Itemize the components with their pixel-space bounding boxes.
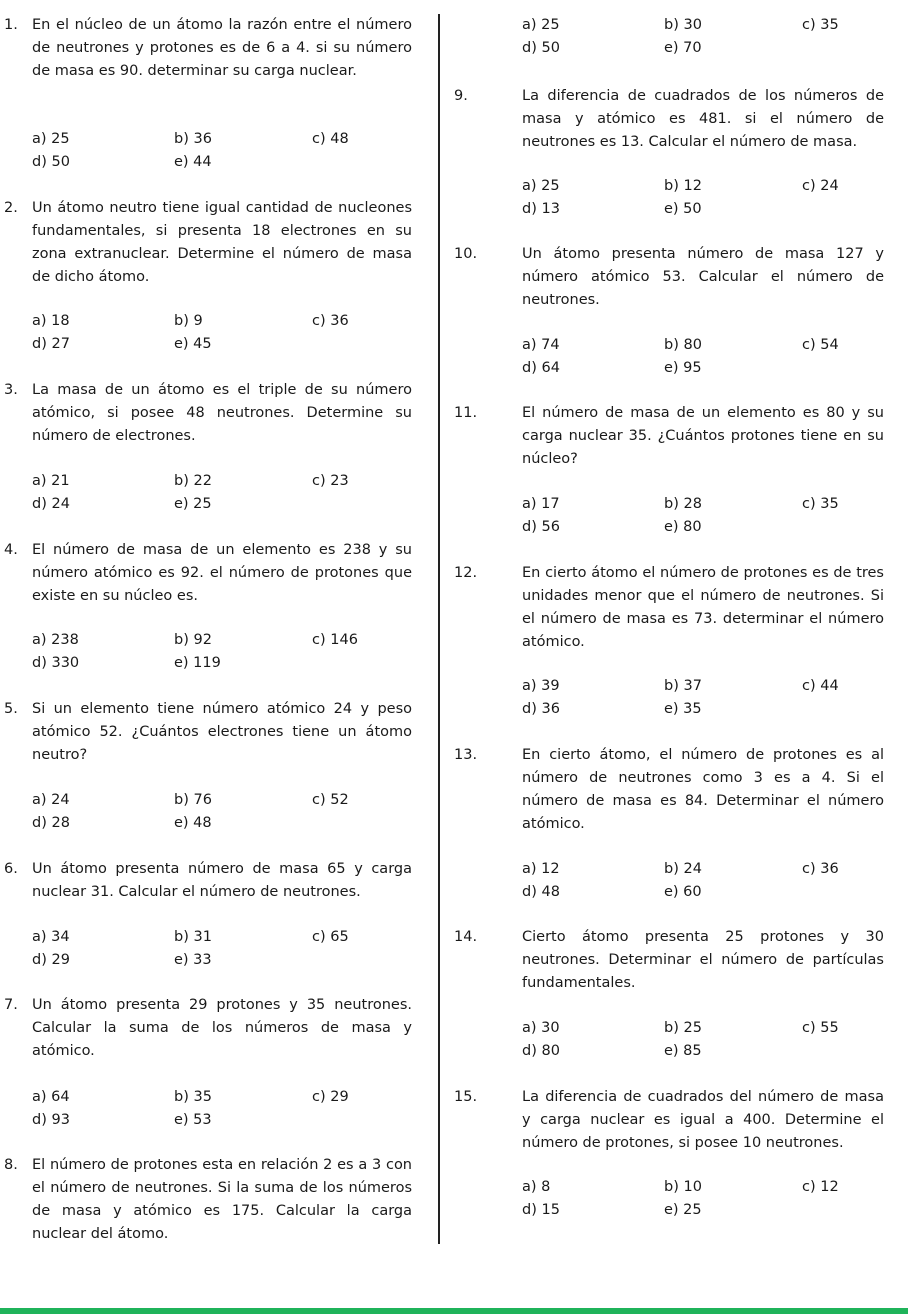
question-number: 13. bbox=[454, 747, 478, 763]
option-c[interactable]: c) 36 bbox=[802, 861, 839, 877]
question-text: Un átomo presenta número de masa 65 y carga nuclear 31. Calcular el número de neutrones. bbox=[32, 861, 412, 900]
option-c[interactable]: c) 24 bbox=[802, 178, 839, 194]
options-10 bbox=[522, 334, 882, 380]
options-8 bbox=[522, 14, 882, 60]
question-text: Si un elemento tiene número atómico 24 y peso atómico 52. ¿Cuántos electrones tiene un átomo neutro? bbox=[32, 701, 412, 763]
question-14 bbox=[454, 926, 898, 995]
question-text: La diferencia de cuadrados de los números de masa y atómico es 481. si el número de neutrones es 13. Calcular el número de masa. bbox=[522, 88, 884, 150]
option-a[interactable]: a) 74 bbox=[522, 337, 560, 353]
option-e[interactable]: e) 44 bbox=[174, 154, 212, 170]
option-e[interactable]: e) 60 bbox=[664, 884, 702, 900]
option-c[interactable]: c) 54 bbox=[802, 337, 839, 353]
option-d[interactable]: d) 50 bbox=[32, 154, 70, 170]
option-b[interactable]: b) 12 bbox=[664, 178, 702, 194]
option-e[interactable]: e) 25 bbox=[174, 496, 212, 512]
question-4 bbox=[0, 539, 424, 608]
question-13 bbox=[454, 744, 898, 836]
option-b[interactable]: b) 76 bbox=[174, 792, 212, 808]
option-a[interactable]: a) 17 bbox=[522, 496, 560, 512]
question-number: 8. bbox=[4, 1157, 18, 1173]
question-text: Un átomo presenta 29 protones y 35 neutrones. Calcular la suma de los números de masa y atómico. bbox=[32, 997, 412, 1059]
option-c[interactable]: c) 65 bbox=[312, 929, 349, 945]
options-9 bbox=[522, 175, 882, 221]
option-b[interactable]: b) 37 bbox=[664, 678, 702, 694]
question-11 bbox=[454, 402, 898, 471]
option-b[interactable]: b) 9 bbox=[174, 313, 203, 329]
question-3 bbox=[0, 379, 424, 448]
option-e[interactable]: e) 85 bbox=[664, 1043, 702, 1059]
option-d[interactable]: d) 29 bbox=[32, 952, 70, 968]
option-e[interactable]: e) 119 bbox=[174, 655, 221, 671]
option-d[interactable]: d) 36 bbox=[522, 701, 560, 717]
option-b[interactable]: b) 28 bbox=[664, 496, 702, 512]
option-b[interactable]: b) 92 bbox=[174, 632, 212, 648]
option-c[interactable]: c) 48 bbox=[312, 131, 349, 147]
options-13 bbox=[522, 858, 882, 904]
option-b[interactable]: b) 80 bbox=[664, 337, 702, 353]
question-text: En cierto átomo el número de protones es de tres unidades menor que el número de neutrones. Si el número de masa es 73. determinar el número atómico. bbox=[522, 565, 884, 650]
options-6 bbox=[32, 926, 392, 972]
question-text: En cierto átomo, el número de protones es al número de neutrones como 3 es a 4. Si el número de masa es 84. Determinar el número atómico. bbox=[522, 747, 884, 832]
question-9 bbox=[454, 85, 898, 154]
question-text: Cierto átomo presenta 25 protones y 30 neutrones. Determinar el número de partículas fundamentales. bbox=[522, 929, 884, 991]
options-5 bbox=[32, 789, 392, 835]
question-number: 12. bbox=[454, 565, 478, 581]
option-a[interactable]: a) 64 bbox=[32, 1089, 70, 1105]
option-a[interactable]: a) 238 bbox=[32, 632, 79, 648]
option-a[interactable]: a) 34 bbox=[32, 929, 70, 945]
option-d[interactable]: d) 48 bbox=[522, 884, 560, 900]
option-e[interactable]: e) 50 bbox=[664, 201, 702, 217]
option-d[interactable]: d) 13 bbox=[522, 201, 560, 217]
question-number: 9. bbox=[454, 88, 468, 104]
option-d[interactable]: d) 27 bbox=[32, 336, 70, 352]
option-a[interactable]: a) 24 bbox=[32, 792, 70, 808]
option-a[interactable]: a) 25 bbox=[522, 17, 560, 33]
question-number: 6. bbox=[4, 861, 18, 877]
question-number: 1. bbox=[4, 17, 18, 33]
option-d[interactable]: d) 64 bbox=[522, 360, 560, 376]
option-c[interactable]: c) 55 bbox=[802, 1020, 839, 1036]
question-number: 2. bbox=[4, 200, 18, 216]
option-d[interactable]: d) 15 bbox=[522, 1202, 560, 1218]
options-1 bbox=[32, 128, 392, 174]
option-b[interactable]: b) 10 bbox=[664, 1179, 702, 1195]
option-e[interactable]: e) 33 bbox=[174, 952, 212, 968]
question-10 bbox=[454, 243, 898, 312]
question-5 bbox=[0, 698, 424, 767]
option-c[interactable]: c) 12 bbox=[802, 1179, 839, 1195]
question-text: En el núcleo de un átomo la razón entre el número de neutrones y protones es de 6 a 4. si su número de masa es 90. determinar su carga nuclear. bbox=[32, 17, 412, 79]
options-11 bbox=[522, 493, 882, 539]
option-e[interactable]: e) 45 bbox=[174, 336, 212, 352]
option-c[interactable]: c) 36 bbox=[312, 313, 349, 329]
option-d[interactable]: d) 93 bbox=[32, 1112, 70, 1128]
options-2 bbox=[32, 310, 392, 356]
option-a[interactable]: a) 12 bbox=[522, 861, 560, 877]
options-12 bbox=[522, 675, 882, 721]
option-e[interactable]: e) 25 bbox=[664, 1202, 702, 1218]
option-c[interactable]: c) 52 bbox=[312, 792, 349, 808]
option-d[interactable]: d) 28 bbox=[32, 815, 70, 831]
question-text: La diferencia de cuadrados del número de masa y carga nuclear es igual a 400. Determine el número de protones, si posee 10 neutrones. bbox=[522, 1089, 884, 1151]
option-a[interactable]: a) 21 bbox=[32, 473, 70, 489]
question-7 bbox=[0, 994, 424, 1063]
option-e[interactable]: e) 80 bbox=[664, 519, 702, 535]
question-number: 7. bbox=[4, 997, 18, 1013]
question-number: 11. bbox=[454, 405, 478, 421]
option-a[interactable]: a) 30 bbox=[522, 1020, 560, 1036]
question-1 bbox=[0, 14, 424, 83]
option-d[interactable]: d) 24 bbox=[32, 496, 70, 512]
option-d[interactable]: d) 50 bbox=[522, 40, 560, 56]
question-number: 5. bbox=[4, 701, 18, 717]
option-c[interactable]: c) 44 bbox=[802, 678, 839, 694]
question-2 bbox=[0, 197, 424, 289]
option-a[interactable]: a) 18 bbox=[32, 313, 70, 329]
question-text: El número de masa de un elemento es 238 y su número atómico es 92. el número de protones que existe en su núcleo es. bbox=[32, 542, 412, 604]
option-e[interactable]: e) 48 bbox=[174, 815, 212, 831]
option-b[interactable]: b) 31 bbox=[174, 929, 212, 945]
option-a[interactable]: a) 25 bbox=[522, 178, 560, 194]
option-b[interactable]: b) 25 bbox=[664, 1020, 702, 1036]
options-4 bbox=[32, 629, 392, 675]
question-text: Un átomo presenta número de masa 127 y número atómico 53. Calcular el número de neutrones. bbox=[522, 246, 884, 308]
option-c[interactable]: c) 35 bbox=[802, 17, 839, 33]
question-number: 15. bbox=[454, 1089, 478, 1105]
option-d[interactable]: d) 80 bbox=[522, 1043, 560, 1059]
question-text: La masa de un átomo es el triple de su número atómico, si posee 48 neutrones. Determine su número de electrones. bbox=[32, 382, 412, 444]
question-text: Un átomo neutro tiene igual cantidad de nucleones fundamentales, si presenta 18 electrones en su zona extranuclear. Determine el número de masa de dicho átomo. bbox=[32, 200, 412, 285]
option-d[interactable]: d) 330 bbox=[32, 655, 80, 671]
option-a[interactable]: a) 8 bbox=[522, 1179, 551, 1195]
option-a[interactable]: a) 39 bbox=[522, 678, 560, 694]
question-number: 4. bbox=[4, 542, 18, 558]
option-e[interactable]: e) 35 bbox=[664, 701, 702, 717]
question-12 bbox=[454, 562, 898, 654]
option-b[interactable]: b) 30 bbox=[664, 17, 702, 33]
question-number: 14. bbox=[454, 929, 478, 945]
option-c[interactable]: c) 23 bbox=[312, 473, 349, 489]
question-number: 3. bbox=[4, 382, 18, 398]
option-e[interactable]: e) 95 bbox=[664, 360, 702, 376]
bottom-accent-bar bbox=[0, 1308, 908, 1314]
question-6 bbox=[0, 858, 424, 904]
option-e[interactable]: e) 70 bbox=[664, 40, 702, 56]
question-8 bbox=[0, 1154, 424, 1246]
question-number: 10. bbox=[454, 246, 478, 262]
options-3 bbox=[32, 470, 392, 516]
options-14 bbox=[522, 1017, 882, 1063]
question-text: El número de masa de un elemento es 80 y su carga nuclear 35. ¿Cuántos protones tiene en su núcleo? bbox=[522, 405, 884, 467]
option-b[interactable]: b) 35 bbox=[174, 1089, 212, 1105]
option-c[interactable]: c) 29 bbox=[312, 1089, 349, 1105]
option-b[interactable]: b) 22 bbox=[174, 473, 212, 489]
option-c[interactable]: c) 35 bbox=[802, 496, 839, 512]
option-b[interactable]: b) 24 bbox=[664, 861, 702, 877]
option-a[interactable]: a) 25 bbox=[32, 131, 70, 147]
option-b[interactable]: b) 36 bbox=[174, 131, 212, 147]
options-7 bbox=[32, 1086, 392, 1132]
options-15 bbox=[522, 1176, 882, 1222]
option-d[interactable]: d) 56 bbox=[522, 519, 560, 535]
question-15 bbox=[454, 1086, 898, 1155]
column-divider bbox=[438, 14, 440, 1244]
option-e[interactable]: e) 53 bbox=[174, 1112, 212, 1128]
option-c[interactable]: c) 146 bbox=[312, 632, 358, 648]
question-text: El número de protones esta en relación 2 es a 3 con el número de neutrones. Si la suma de los números de masa y atómico es 175. Calcular la carga nuclear del átomo. bbox=[32, 1157, 412, 1242]
